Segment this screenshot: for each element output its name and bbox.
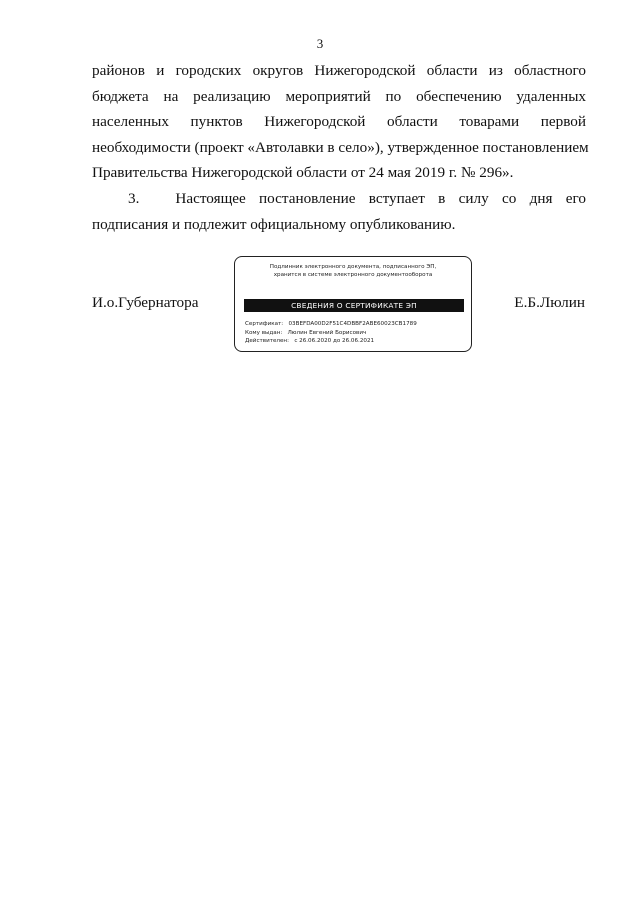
- stamp-certificate-row: [245, 320, 417, 329]
- issued-to-value: Люлин Евгений Борисович: [287, 329, 367, 336]
- stamp-note: [235, 263, 471, 279]
- paragraph-line: бюджета на реализацию мероприятий по обеспечению удаленных: [92, 87, 586, 105]
- issued-to-label: Кому выдан:: [245, 329, 286, 336]
- signer-title: И.о.Губернатора: [92, 294, 199, 311]
- paragraph-line: [92, 186, 586, 212]
- paragraph-line: районов и городских округов Нижегородской области из областного: [92, 62, 586, 79]
- paragraph-clause-3: [92, 186, 586, 237]
- paragraph-line: необходимости (проект «Автолавки в село»), утвержденное постановлением: [92, 138, 589, 156]
- paragraph-line: населенных пунктов Нижегородской области товарами первой: [92, 113, 586, 130]
- paragraph-continuation: [92, 58, 589, 186]
- stamp-note-line: хранится в системе электронного документооборота: [273, 272, 433, 278]
- stamp-header: СВЕДЕНИЯ О СЕРТИФИКАТЕ ЭП: [244, 299, 464, 312]
- certificate-label: Сертификат:: [245, 321, 287, 327]
- clause-number: 3.: [128, 190, 140, 207]
- signer-name: Е.Б.Люлин: [514, 294, 585, 311]
- clause-text: Настоящее постановление вступает в силу со дня его: [175, 190, 586, 207]
- valid-value: с 26.06.2020 до 26.06.2021: [294, 338, 375, 345]
- valid-label: Действителен:: [245, 338, 293, 345]
- electronic-signature-stamp: [234, 256, 472, 352]
- paragraph-line: Правительства Нижегородской области от 24 мая 2019 г. № 296».: [92, 164, 514, 181]
- stamp-issued-to-row: [245, 329, 417, 338]
- stamp-details: [245, 320, 417, 346]
- paragraph-line: подписания и подлежит официальному опубликованию.: [92, 215, 456, 233]
- page-number: 3: [316, 36, 324, 51]
- stamp-note-line: Подлинник электронного документа, подписанного ЭП,: [269, 264, 437, 270]
- stamp-valid-row: [245, 337, 417, 346]
- certificate-value: 03BEFDA00D2F51C4DBBF2ABE60023CB1789: [288, 321, 417, 327]
